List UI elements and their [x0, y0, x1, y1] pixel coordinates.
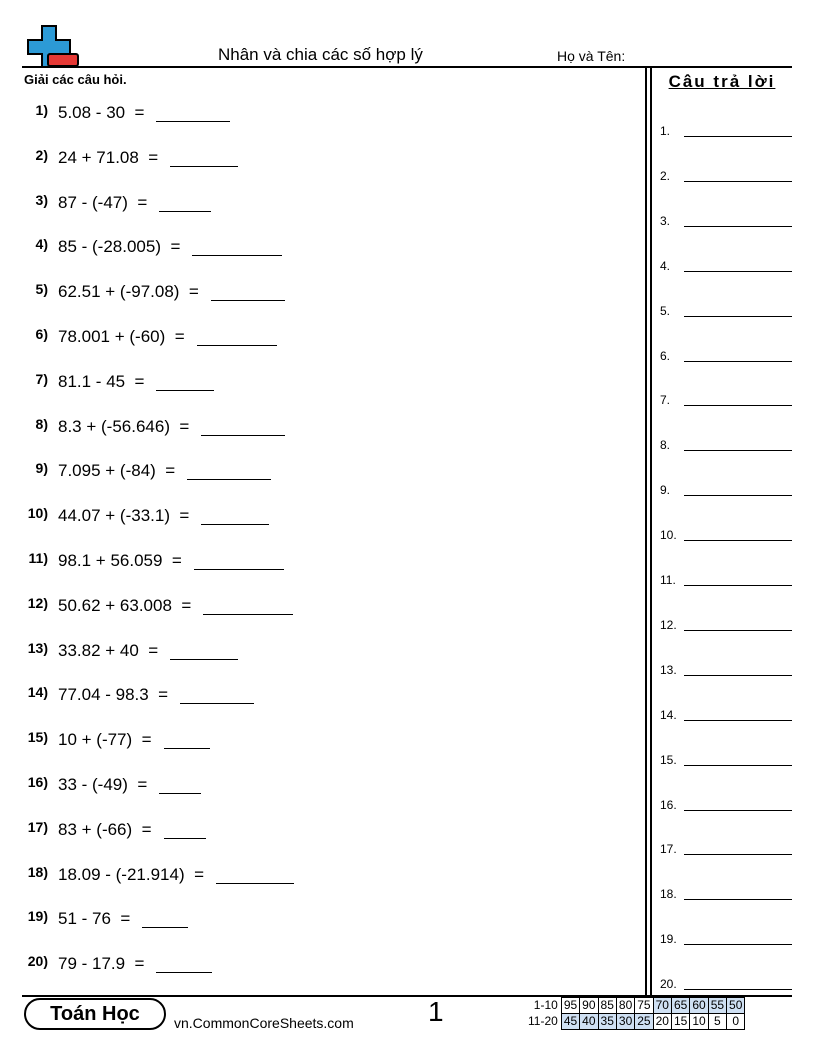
- answer-key-label: 14.: [660, 707, 677, 722]
- question-expression: [58, 506, 269, 526]
- answer-key-item: [660, 393, 670, 407]
- question-text: 62.51 + (-97.08) =: [58, 282, 199, 302]
- question-number: 20): [27, 953, 48, 970]
- question-expression: [58, 237, 282, 257]
- answer-blank[interactable]: [159, 775, 201, 794]
- question-text: 33 - (-49) =: [58, 775, 148, 794]
- answer-key-line[interactable]: [684, 585, 792, 586]
- score-table: [528, 997, 745, 1030]
- score-cell: 80: [616, 998, 634, 1014]
- answer-key-item: [660, 169, 670, 183]
- question-number: 6): [35, 326, 48, 342]
- score-cell: 35: [598, 1014, 616, 1030]
- score-cell: 10: [690, 1014, 708, 1030]
- question-text: 18.09 - (-21.914) =: [58, 864, 205, 884]
- question-text: 24 + 71.08 =: [58, 147, 159, 167]
- answer-key-label: 11.: [660, 573, 676, 587]
- score-cell: 30: [616, 1014, 634, 1030]
- answer-key-line[interactable]: [684, 226, 792, 227]
- question-number: 4): [35, 236, 48, 253]
- question-number: 11): [28, 550, 48, 566]
- question-number: 9): [35, 460, 48, 477]
- question-text: 50.62 + 63.008 =: [58, 595, 192, 615]
- score-row-label: 1-10: [533, 998, 558, 1012]
- score-cell: 60: [690, 998, 708, 1014]
- answer-key-item: [660, 753, 677, 767]
- answer-key-label: 19.: [660, 932, 677, 947]
- score-cell: 15: [671, 1014, 689, 1030]
- question-expression: [58, 909, 188, 929]
- question-text: 79 - 17.9 =: [58, 954, 145, 974]
- answer-blank[interactable]: [180, 685, 254, 704]
- answer-blank[interactable]: [142, 909, 188, 928]
- score-cell: 90: [580, 998, 598, 1014]
- question-expression: [58, 551, 284, 571]
- answer-key-line[interactable]: [684, 944, 792, 945]
- question-expression: [58, 775, 201, 795]
- score-cell: 65: [671, 998, 689, 1014]
- question-text: 85 - (-28.005) =: [58, 237, 181, 257]
- answer-blank[interactable]: [156, 372, 214, 391]
- answer-key-item: [660, 708, 677, 722]
- answer-key-line[interactable]: [684, 495, 792, 496]
- answer-key-label: 2.: [660, 168, 671, 183]
- answer-key-label: 12.: [660, 617, 677, 632]
- score-cell: 25: [635, 1014, 653, 1030]
- answer-key-line[interactable]: [684, 271, 792, 272]
- column-divider: [650, 67, 652, 995]
- question-expression: [58, 148, 238, 168]
- question-number: 2): [35, 146, 48, 163]
- answer-key-label: 7.: [660, 393, 671, 408]
- answer-key-item: [660, 663, 677, 677]
- site-url: vn.CommonCoreSheets.com: [174, 1015, 354, 1031]
- answer-blank[interactable]: [164, 820, 206, 839]
- answer-blank[interactable]: [170, 641, 238, 660]
- answer-key-item: [660, 349, 670, 363]
- answer-key-label: 15.: [660, 752, 677, 767]
- score-row: [528, 998, 745, 1014]
- answer-key-line[interactable]: [684, 361, 792, 362]
- answer-key-item: [660, 483, 670, 497]
- answer-key-label: 3.: [660, 213, 671, 228]
- score-cell: 50: [727, 998, 745, 1014]
- question-expression: [58, 461, 271, 481]
- question-expression: [58, 372, 214, 392]
- score-row-label: 11-20: [528, 1014, 558, 1028]
- question-expression: [58, 730, 210, 750]
- question-expression: [58, 103, 230, 123]
- question-text: 78.001 + (-60) =: [58, 327, 185, 346]
- question-number: 8): [35, 415, 48, 432]
- answer-key-item: [660, 304, 670, 318]
- answer-key-line[interactable]: [684, 630, 792, 631]
- answer-blank[interactable]: [170, 148, 238, 167]
- answer-key-item: [660, 259, 670, 273]
- answer-key-line[interactable]: [684, 854, 792, 855]
- score-cell: 20: [653, 1014, 671, 1030]
- answer-blank[interactable]: [187, 461, 271, 480]
- question-number: 13): [27, 639, 48, 656]
- answer-key-label: 5.: [660, 303, 671, 318]
- question-number: 14): [27, 684, 48, 701]
- question-expression: [58, 596, 293, 616]
- answer-key-label: 4.: [660, 258, 671, 273]
- answer-blank[interactable]: [192, 237, 282, 256]
- answer-key-item: [660, 124, 670, 138]
- answer-key-item: [660, 887, 677, 901]
- answer-key-item: [660, 438, 670, 452]
- question-text: 5.08 - 30 =: [58, 103, 145, 122]
- question-expression: [58, 685, 254, 705]
- question-text: 98.1 + 56.059 =: [58, 551, 182, 570]
- column-divider: [645, 67, 647, 995]
- score-cell: 40: [580, 1014, 598, 1030]
- question-text: 83 + (-66) =: [58, 819, 152, 839]
- question-text: 7.095 + (-84) =: [58, 461, 176, 481]
- question-text: 10 + (-77) =: [58, 730, 152, 750]
- answer-key-label: 17.: [660, 842, 677, 857]
- score-cell: 95: [561, 998, 579, 1014]
- score-cell: 0: [727, 1014, 745, 1030]
- answer-blank[interactable]: [201, 506, 269, 525]
- question-number: 18): [27, 863, 48, 880]
- answer-blank[interactable]: [164, 730, 210, 749]
- question-expression: [58, 282, 285, 302]
- question-number: 16): [27, 774, 48, 790]
- answer-key-heading: Câu trả lời: [668, 72, 776, 91]
- question-expression: [58, 327, 277, 347]
- question-text: 8.3 + (-56.646) =: [58, 416, 190, 436]
- answer-key-item: [660, 528, 677, 542]
- question-expression: [58, 954, 212, 974]
- answer-key-label: 9.: [660, 483, 671, 498]
- answer-blank[interactable]: [197, 327, 277, 346]
- answer-key-line[interactable]: [684, 316, 792, 317]
- answer-key-line[interactable]: [684, 405, 792, 406]
- answer-key-label: 8.: [660, 438, 671, 453]
- score-cell: 70: [653, 998, 671, 1014]
- answer-key-item: [660, 618, 677, 632]
- plus-minus-logo-icon: [22, 24, 80, 68]
- score-cell: 85: [598, 998, 616, 1014]
- answer-key-label: 18.: [660, 887, 677, 902]
- question-expression: [58, 641, 238, 661]
- score-cell: 5: [708, 1014, 726, 1030]
- question-text: 81.1 - 45 =: [58, 371, 145, 391]
- score-cell: 55: [708, 998, 726, 1014]
- answer-key-label: 20.: [660, 977, 677, 992]
- question-expression: [58, 193, 211, 213]
- question-expression: [58, 820, 206, 840]
- answer-key-line[interactable]: [684, 765, 792, 766]
- answer-key-line[interactable]: [684, 450, 792, 451]
- answer-key-line[interactable]: [684, 720, 792, 721]
- question-text: 87 - (-47) =: [58, 192, 148, 212]
- question-number: 5): [35, 281, 48, 298]
- header-rule: [22, 66, 792, 68]
- answer-key-item: [660, 932, 677, 946]
- answer-blank[interactable]: [156, 103, 230, 122]
- answer-blank[interactable]: [211, 282, 285, 301]
- instructions: Giải các câu hỏi.: [24, 72, 127, 87]
- answer-key-item: [660, 798, 677, 812]
- name-label: Họ và Tên:: [557, 48, 626, 64]
- score-cell: 75: [635, 998, 653, 1014]
- answer-blank[interactable]: [194, 551, 284, 570]
- answer-key-line[interactable]: [684, 675, 792, 676]
- answer-key-line[interactable]: [684, 810, 792, 811]
- worksheet-title: Nhân và chia các số hợp lý: [218, 45, 423, 64]
- answer-blank[interactable]: [156, 954, 212, 973]
- score-cell: 45: [561, 1014, 579, 1030]
- question-text: 51 - 76 =: [58, 909, 131, 929]
- answer-blank[interactable]: [201, 417, 285, 436]
- answer-key-item: [660, 977, 677, 991]
- question-number: 3): [35, 191, 48, 208]
- answer-key-label: 1.: [660, 124, 671, 138]
- answer-blank[interactable]: [203, 596, 293, 615]
- answer-key-item: [660, 573, 676, 587]
- question-text: 33.82 + 40 =: [58, 640, 159, 660]
- question-number: 10): [27, 505, 48, 522]
- question-number: 15): [27, 729, 48, 746]
- answer-key-line[interactable]: [684, 989, 792, 990]
- question-expression: [58, 865, 294, 885]
- question-number: 1): [35, 102, 48, 118]
- answer-key-line[interactable]: [684, 899, 792, 900]
- answer-key-line[interactable]: [684, 136, 792, 137]
- answer-key-label: 10.: [660, 528, 677, 543]
- brand-badge: Toán Học: [24, 998, 166, 1030]
- answer-blank[interactable]: [216, 865, 294, 884]
- answer-key-label: 13.: [660, 662, 677, 677]
- answer-key-item: [660, 214, 670, 228]
- page-number: 1: [428, 996, 444, 1027]
- answer-key-item: [660, 842, 677, 856]
- question-number: 19): [27, 908, 48, 925]
- answer-blank[interactable]: [159, 193, 211, 212]
- question-expression: [58, 417, 285, 437]
- score-row: [528, 1014, 745, 1030]
- answer-key-label: 6.: [660, 348, 671, 363]
- question-number: 7): [35, 370, 48, 387]
- answer-key-line[interactable]: [684, 181, 792, 182]
- question-text: 44.07 + (-33.1) =: [58, 506, 190, 526]
- question-text: 77.04 - 98.3 =: [58, 685, 169, 705]
- answer-key-label: 16.: [660, 797, 677, 812]
- answer-key-line[interactable]: [684, 540, 792, 541]
- question-number: 17): [27, 818, 48, 835]
- question-number: 12): [27, 594, 48, 611]
